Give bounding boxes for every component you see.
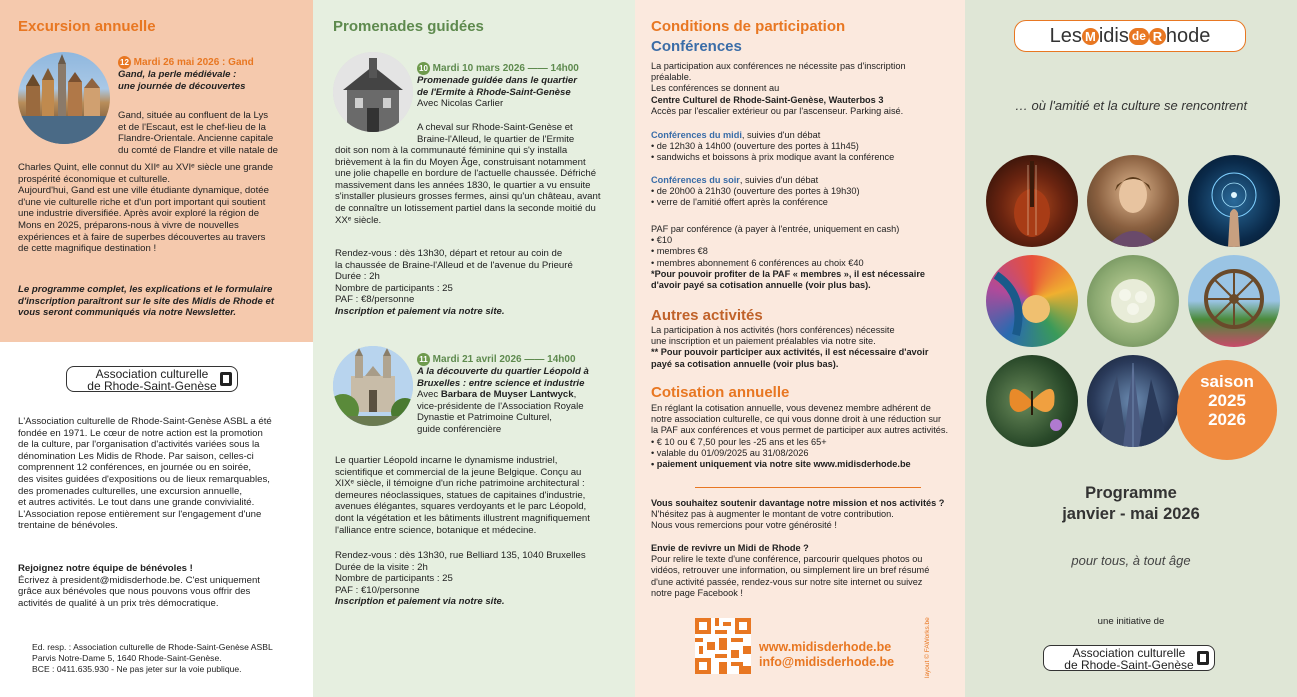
walk1-subtitle-1: Promenade guidée dans le quartier [417,75,577,86]
text-line: Pour relire le texte d'une conférence, parcourir quelques photos ou [651,554,923,565]
text-line: PAF : €8/personne [335,294,415,306]
event-badge-11: 11 [417,353,430,366]
text-line: une jolie chapelle en bordure de l'actuelle chaussée. Défriché [335,168,597,180]
text-line: Flandre-Orientale. Ancienne capitale [118,133,274,145]
conference-venue: Centre Culturel de Rhode-Saint-Genèse, Wauterbos 3 [651,94,884,105]
association-logo-cover [1043,645,1215,671]
season-year-start: 2025 [1208,391,1246,410]
excursion-p1-a [118,110,308,156]
excursion-subtitle-2: une journée de découvertes [118,80,246,92]
text-line: des promenades culturelles, une excursion annuelle, [18,485,242,497]
layout-credit: layout © FAWorks.be [924,617,931,678]
text-line: notre association culturelle, ce qui vous donne droit à une réduction sur [651,414,942,425]
text-line: Les conférences se donnent au [651,83,780,94]
cotisation-title: Cotisation annuelle [651,384,790,401]
divider [695,487,921,488]
text-line: La participation aux conférences ne nécessite pas d'inscription [651,61,906,71]
text-line: s'installer plusieurs grosses fermes, ainsi qu'un château, avant [335,191,601,203]
paf-section [651,224,961,291]
logo-text: Les [1049,24,1082,47]
season-year-end: 2026 [1208,410,1246,429]
walk1-registration: Inscription et paiement via notre site. [335,305,505,317]
program-title [965,483,1297,525]
text-line: massivement dans les années 1830, le quartier a vu ensuite [335,179,591,191]
text-line: une industrie diversifiée. Après avoir exploré la région de [18,208,260,220]
text-line: • membres abonnement 6 conférences au choix €40 [651,257,864,268]
cotisation-payment: • paiement uniquement via notre site www.midisderhode.be [651,459,911,470]
editor-info [32,642,312,676]
walk2-date: Mardi 21 avril 2026 —— 14h00 [432,354,576,366]
text-line: • de 12h30 à 14h00 (ouverture des portes à 11h45) [651,141,859,152]
text-line: demeures néoclassiques, statues de capitaines d'industrie, [335,489,586,501]
text-line: XIXᵉ siècle, il témoigne d'un riche patrimoine architectural : [335,478,585,490]
text-line: expériences et à faire de superbes découvertes au travers [18,231,266,243]
excursion-date: Mardi 26 mai 2026 : Gand [133,57,254,69]
text-line: Durée : 2h [335,271,380,283]
text-line: et de l'Escaut, est le chef-lieu de la [118,121,266,133]
program-title-line1: Programme [1085,484,1177,502]
text-line: payé sa cotisation annuelle (voir plus bas). [651,358,839,369]
leopold-photo [333,346,413,426]
autres-title [651,307,763,324]
text-line: PAF : €10/personne [335,584,420,596]
text-line: Rendez-vous : dès 13h30, départ et retour au coin de [335,248,563,259]
text-line: Rendez-vous : dès 13h30, rue Belliard 135, 1040 Bruxelles [335,550,586,561]
text-line: d'une activité passée, rendez-vous sur notre site internet ou suivez [651,576,923,587]
text-line: d'inscription paraîtront sur le site des Midis de Rhode et [18,295,275,307]
relive-section [651,543,963,599]
text-line: fondée en 1971. Le cœur de notre action est la promotion [18,427,263,439]
column-conditions [635,0,965,697]
association-emblem-icon [219,371,233,387]
association-logo-line1: Association culturelle [1072,646,1186,660]
walk1-date: Mardi 10 mars 2026 —— 14h00 [432,63,579,75]
walk2-registration: Inscription et paiement via notre site. [335,596,505,608]
text-line: XXᵉ siècle. [335,214,382,226]
association-logo [66,366,238,392]
logo-text: idis [1098,24,1129,47]
walk1-text-b [335,145,631,226]
text-line: Nombre de participants : 25 [335,573,453,585]
guide-prefix: Avec [417,389,441,401]
text-line: scientifique et commercial de la jeune Belgique. Conçu au [335,466,582,478]
text-line: *Pour pouvoir profiter de la PAF « membres », il est nécessaire [651,268,926,279]
text-line: brièvement à la fin du Moyen Âge, construisant notamment [335,156,586,168]
text-line: d'avoir payé sa cotisation annuelle (voir plus bas). [651,280,871,291]
column-excursion [0,0,313,697]
midi-title: Conférences du midi [651,130,742,140]
guide-name: Barbara de Muyser Lantwyck [440,389,574,401]
walk1-guide: Avec Nicolas Carlier [417,98,504,110]
tagline: … où l'amitié et la culture se rencontrent [1014,98,1248,113]
soir-section [651,175,961,209]
text-line: une inscription et un paiement préalables via notre site. [651,336,876,347]
walk2-subtitle-2: Bruxelles : entre science et industrie [417,377,585,389]
text-line: guide conférencière [417,423,502,435]
text-line: vice-présidente de l'Association Royale [417,400,584,412]
autres-title-text: Autres activités [651,307,763,324]
text-line: dénomination Les Midis de Rhode. Par saison, celles-ci [18,450,254,462]
hydrangea-photo [1087,255,1179,347]
text-line: Nombre de participants : 25 [335,282,453,294]
season-label: saison [1200,372,1254,391]
association-logo-line1: Association culturelle [95,367,209,381]
text-line: préalable. [651,72,692,83]
walk2-subtitle-1: A la découverte du quartier Léopold à [417,366,589,377]
midi-title-rest: , suivies d'un débat [741,130,821,140]
excursion-title: Excursion annuelle [18,18,156,35]
digital-hand-photo [1188,155,1280,247]
text-line: vidéos, retrouver une information, ou simplement lire un bref résumé [651,565,930,576]
colorful-painting-photo [986,255,1078,347]
event-badge-12: 12 [118,56,131,69]
text-line: des visites guidées d'expositions ou de lieux remarquables, [18,473,270,485]
website-link[interactable]: www.midisderhode.be [759,640,892,654]
volunteer-title: Rejoignez notre équipe de bénévoles ! [18,563,193,574]
text-line: • sandwichs et boissons à prix modique avant la conférence [651,152,895,163]
excursion-p1-b [18,162,310,255]
cotisation-section [651,403,963,470]
text-line: Charles Quint, elle connut du XIIᵉ au XVIᵉ siècle une grande [18,162,274,173]
text-line: comprennent 12 conférences, en journée ou en soirée, [18,462,252,474]
text-line: BCE : 0411.635.930 - Ne pas jeter sur la voie publique. [32,664,242,675]
promenades-title: Promenades guidées [333,18,484,35]
wagon-wheel-photo [1188,255,1280,347]
text-line: Gand, située au confluent de la Lys [118,110,269,121]
text-line: Dynastie et Patrimoine Culturel, [417,412,552,424]
text-line: et autres activités. Le tout dans une grande convivialité. [18,497,255,509]
walk2-header [417,353,631,436]
logo-letter-m: M [1082,28,1099,45]
text-line: Mons en 2025, préparons-nous à vivre de nouvelles [18,219,239,231]
butterfly-photo [986,355,1078,447]
portrait-painting-photo [1087,155,1179,247]
walk2-guide [417,389,631,401]
text-line: L'Association repose entièrement sur l'engagement d'une [18,508,262,520]
event-badge-10: 10 [417,62,430,75]
excursion-note [18,284,310,319]
logo-letter-r: R [1149,28,1166,45]
initiative-label: une initiative de [1097,616,1165,627]
volunteer-section [18,563,310,609]
text-line: d'une vie culturelle riche et d'un port important qui soutient [18,196,266,208]
season-badge [1177,360,1277,460]
text-line: prospérité économique et culturelle. [18,173,170,185]
midi-heading [651,130,961,141]
text-line: de cette magnifique destination ! [18,243,157,255]
text-line: doit son nom à la communauté féminine qui s'y installa [335,145,568,156]
text-line: • de 20h00 à 21h30 (ouverture des portes à 19h30) [651,186,860,197]
audience-tagline: pour tous, à tout âge [1071,553,1191,568]
text-line: avenues élégantes, squares verdoyants et le parc Léopold, [335,501,587,513]
relive-title: Envie de revivre un Midi de Rhode ? [651,543,809,553]
text-line: Braine-l'Alleud, le quartier de l'Ermite [417,133,575,145]
text-line: Ed. resp. : Association culturelle de Rhode-Saint-Genèse ASBL [32,642,273,652]
walk2-info [335,550,631,608]
text-line: grâce aux bénévoles que nous pouvons vous offrir des [18,586,251,598]
text-line: • €10 [651,235,673,246]
text-line: Accès par l'escalier extérieur ou par l'ascenseur. Parking aisé. [651,105,904,116]
text-line: • membres €8 [651,246,708,257]
text-line: Le quartier Léopold incarne le dynamisme industriel, [335,455,558,466]
walk1-header [417,62,631,110]
text-line: la PAF aux conférences et vous permet de participer aux autres activités. [651,425,949,436]
text-line: • € 10 ou € 7,50 pour les -25 ans et les 65+ [651,436,827,447]
text-line: de connaître un lotissement partiel dans la seconde moitié du [335,202,596,214]
qr-code-icon[interactable] [695,618,751,674]
contact-links [759,640,894,670]
ermite-photo [333,52,413,132]
column-promenades [313,0,635,697]
text-line: de la culture, par l'organisation d'activités variées sous la [18,439,260,451]
text-line: du comté de Flandre et ville natale de [118,144,278,156]
text-line: A cheval sur Rhode-Saint-Genèse et [417,122,573,133]
text-line: L'Association culturelle de Rhode-Saint-Genèse ASBL a été [18,416,272,427]
skyscrapers-photo [1087,355,1179,447]
excursion-subtitle-1: Gand, la perle médiévale : [118,69,237,80]
autres-section [651,325,961,370]
program-title-line2: janvier - mai 2026 [1062,505,1200,523]
conference-info [651,61,961,117]
conferences-title: Conférences [651,38,742,55]
guide-suffix: , [573,389,577,401]
walk1-subtitle-2: de l'Ermite à Rhode-Saint-Genèse [417,86,571,98]
soir-title-rest: , suivies d'un débat [739,175,819,185]
text-line: N'hésitez pas à augmenter le montant de votre contribution. [651,509,894,520]
ghent-photo [18,52,110,144]
text-line: • valable du 01/09/2025 au 31/08/2026 [651,447,809,458]
text-line: ** Pour pouvoir participer aux activités, il est nécessaire d'avoir [651,347,929,358]
text-line: dont la végétation et les bâtiments illustrent magnifiquement [335,512,590,524]
logo-text: hode [1165,24,1211,47]
text-line: la chaussée de Braine-l'Alleud et de l'avenue du Prieuré [335,259,573,271]
text-line: vous seront communiqués via notre Newsletter. [18,307,237,319]
excursion-header [118,56,308,92]
paf-title: PAF par conférence (à payer à l'entrée, uniquement en cash) [651,224,900,234]
walk1-text-a [417,122,631,145]
text-line: En réglant la cotisation annuelle, vous devenez membre adhérent de [651,403,931,413]
association-emblem-icon [1196,650,1210,666]
text-line: Le programme complet, les explications et le formulaire [18,284,273,295]
support-title: Vous souhaitez soutenir davantage notre mission et nos activités ? [651,498,945,508]
conditions-title: Conditions de participation [651,18,846,35]
text-line: Nous vous remercions pour votre générosité ! [651,520,837,531]
soir-heading [651,175,961,186]
walk1-info [335,248,631,318]
logo-de: de [1129,28,1149,45]
text-line: Écrivez à president@midisderhode.be. C'est uniquement [18,574,260,586]
text-line: Durée de la visite : 2h [335,561,428,573]
text-line: notre page Facebook ! [651,587,743,598]
association-description [18,416,310,532]
support-section [651,498,963,532]
text-line: Aujourd'hui, Gand est une ville étudiante dynamique, dotée [18,185,269,197]
association-logo-line2: de Rhode-Saint-Genèse [87,379,217,393]
text-line: • verre de l'amitié offert après la conférence [651,197,828,208]
text-line: activités de qualité à un prix très démocratique. [18,597,219,609]
cello-photo [986,155,1078,247]
walk2-text [335,455,631,536]
text-line: trentaine de bénévoles. [18,520,118,532]
text-line: Parvis Notre-Dame 5, 1640 Rhode-Saint-Genèse. [32,653,222,664]
email-link[interactable]: info@midisderhode.be [759,655,895,669]
association-logo-line2: de Rhode-Saint-Genèse [1064,658,1194,672]
midis-de-rhode-logo [1014,20,1246,52]
text-line: La participation à nos activités (hors conférences) nécessite [651,325,895,335]
text-line: l'alliance entre science, botanique et médecine. [335,524,537,536]
midi-section [651,130,961,164]
soir-title: Conférences du soir [651,175,740,185]
